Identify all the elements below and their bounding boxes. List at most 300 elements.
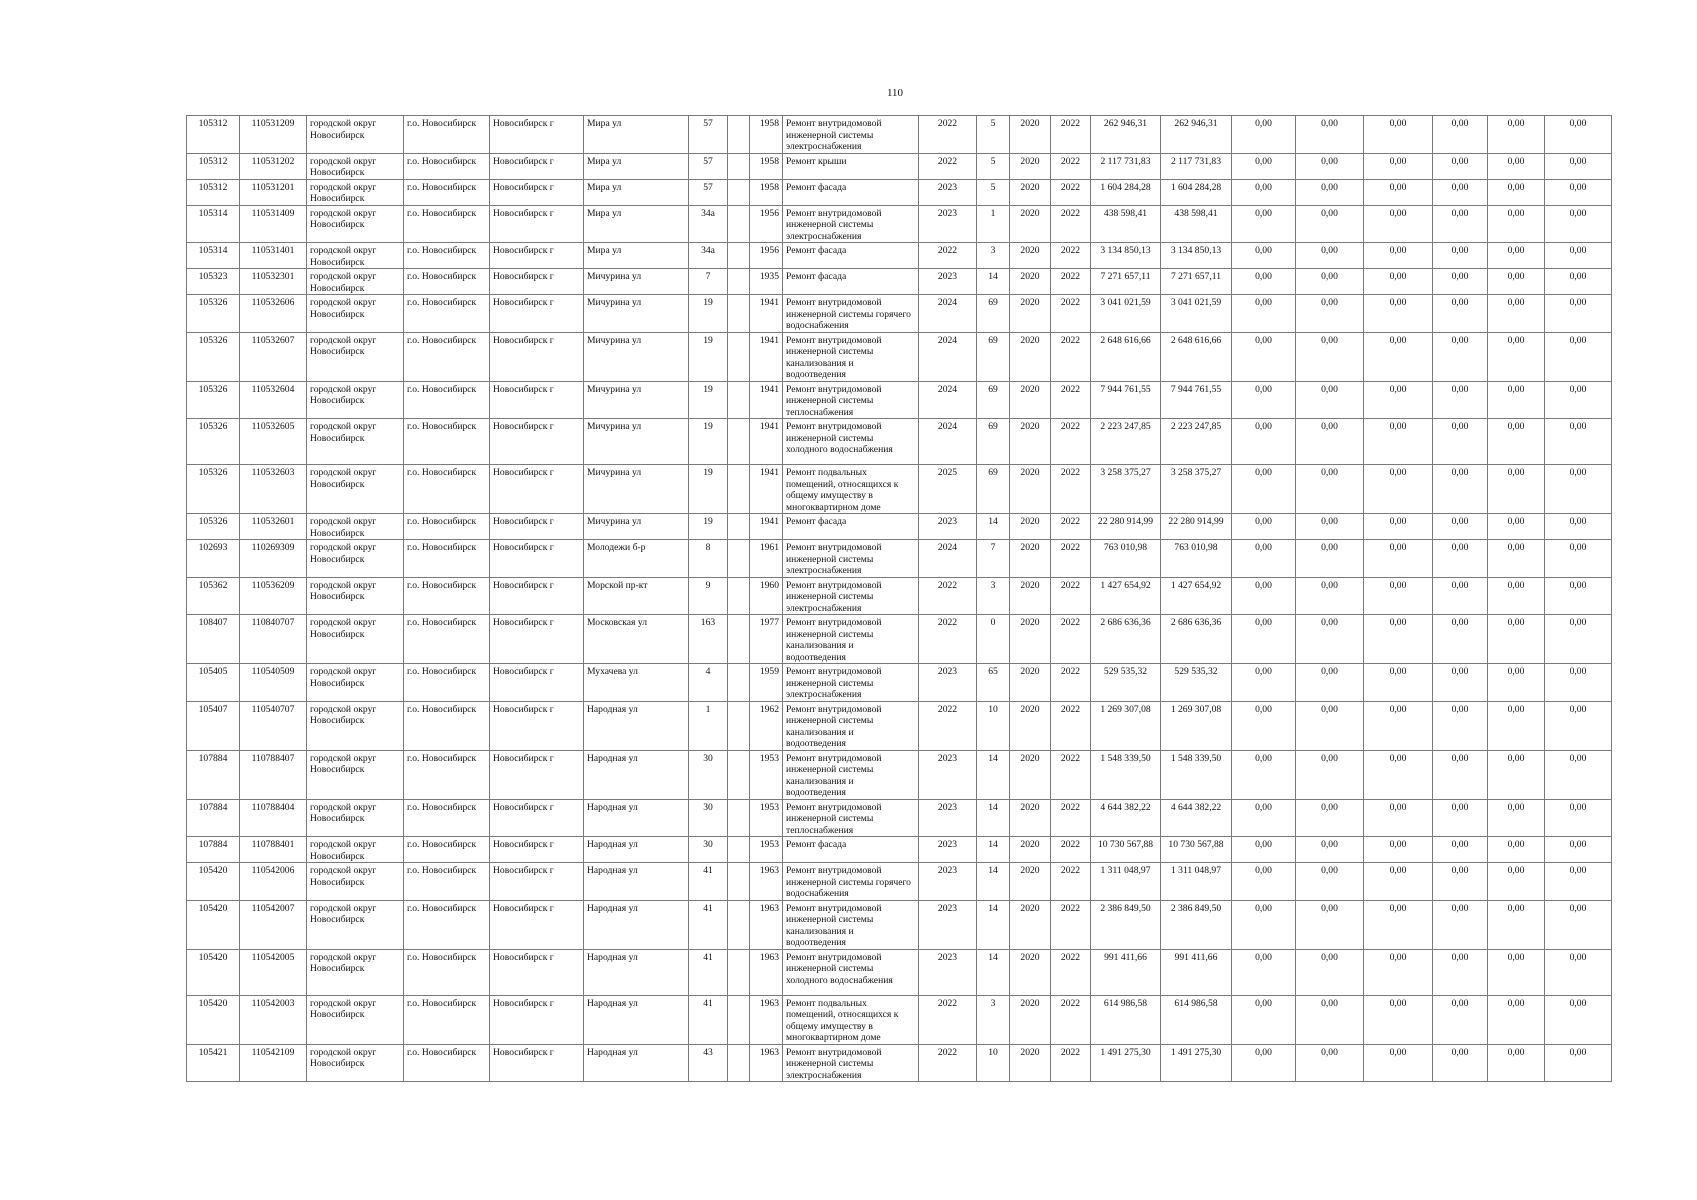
extra-cell [728,664,750,702]
plan-year-cell: 2024 [919,295,977,333]
work-type-cell: Ремонт внутридомовой инженерной системы теплоснабжения [783,799,919,837]
year-built-cell: 1941 [750,514,783,540]
year-from-cell: 2020 [1010,269,1051,295]
amount-4-cell: 0,00 [1433,332,1488,381]
amount-4-cell: 0,00 [1433,116,1488,154]
amount-6-cell: 0,00 [1545,615,1612,664]
cost-fund-cell: 991 411,66 [1161,949,1232,995]
work-code-cell: 110532604 [240,381,307,419]
house-id-cell: 105407 [187,701,240,750]
work-code-cell: 110531401 [240,243,307,269]
year-built-cell: 1958 [750,153,783,179]
amount-2-cell: 0,00 [1296,863,1364,901]
house-id-cell: 105420 [187,995,240,1044]
amount-6-cell: 0,00 [1545,1044,1612,1082]
count-cell: 69 [977,332,1010,381]
work-type-cell: Ремонт внутридомовой инженерной системы электроснабжения [783,205,919,243]
amount-5-cell: 0,00 [1488,863,1545,901]
municipality-cell: городской округ Новосибирск [307,332,404,381]
year-built-cell: 1958 [750,116,783,154]
work-code-cell: 110532606 [240,295,307,333]
cost-fund-cell: 10 730 567,88 [1161,837,1232,863]
house-number-cell: 30 [689,799,728,837]
work-code-cell: 110542005 [240,949,307,995]
plan-year-cell: 2022 [919,116,977,154]
street-cell: Молодежи б-р [584,540,689,578]
district-cell: г.о. Новосибирск [404,269,490,295]
year-built-cell: 1960 [750,577,783,615]
municipality-cell: городской округ Новосибирск [307,419,404,465]
year-from-cell: 2020 [1010,332,1051,381]
work-type-cell: Ремонт подвальных помещений, относящихся к общему имуществу в многоквартирном доме [783,995,919,1044]
city-cell: Новосибирск г [490,701,584,750]
amount-2-cell: 0,00 [1296,615,1364,664]
cost-total-cell: 3 041 021,59 [1091,295,1161,333]
count-cell: 65 [977,664,1010,702]
amount-2-cell: 0,00 [1296,995,1364,1044]
year-built-cell: 1941 [750,295,783,333]
amount-5-cell: 0,00 [1488,837,1545,863]
cost-total-cell: 614 986,58 [1091,995,1161,1044]
street-cell: Мичурина ул [584,332,689,381]
amount-1-cell: 0,00 [1232,577,1296,615]
amount-4-cell: 0,00 [1433,295,1488,333]
amount-3-cell: 0,00 [1364,863,1433,901]
work-type-cell: Ремонт внутридомовой инженерной системы электроснабжения [783,116,919,154]
extra-cell [728,900,750,949]
work-code-cell: 110536209 [240,577,307,615]
work-code-cell: 110531202 [240,153,307,179]
street-cell: Мира ул [584,116,689,154]
work-code-cell: 110531409 [240,205,307,243]
table-row [187,465,1612,514]
work-type-cell: Ремонт фасада [783,269,919,295]
plan-year-cell: 2023 [919,750,977,799]
amount-5-cell: 0,00 [1488,153,1545,179]
city-cell: Новосибирск г [490,269,584,295]
work-type-cell: Ремонт внутридомовой инженерной системы канализования и водоотведения [783,701,919,750]
amount-1-cell: 0,00 [1232,540,1296,578]
amount-2-cell: 0,00 [1296,664,1364,702]
year-to-cell: 2022 [1051,837,1091,863]
street-cell: Морской пр-кт [584,577,689,615]
amount-6-cell: 0,00 [1545,269,1612,295]
extra-cell [728,205,750,243]
municipality-cell: городской округ Новосибирск [307,153,404,179]
table-row [187,540,1612,578]
street-cell: Народная ул [584,1044,689,1082]
amount-3-cell: 0,00 [1364,116,1433,154]
extra-cell [728,153,750,179]
cost-fund-cell: 614 986,58 [1161,995,1232,1044]
year-built-cell: 1953 [750,750,783,799]
amount-5-cell: 0,00 [1488,205,1545,243]
amount-3-cell: 0,00 [1364,295,1433,333]
repair-program-table [186,115,1612,1082]
amount-2-cell: 0,00 [1296,514,1364,540]
district-cell: г.о. Новосибирск [404,116,490,154]
amount-5-cell: 0,00 [1488,799,1545,837]
district-cell: г.о. Новосибирск [404,577,490,615]
amount-6-cell: 0,00 [1545,332,1612,381]
amount-1-cell: 0,00 [1232,419,1296,465]
district-cell: г.о. Новосибирск [404,179,490,205]
house-id-cell: 102693 [187,540,240,578]
year-from-cell: 2020 [1010,1044,1051,1082]
year-to-cell: 2022 [1051,381,1091,419]
amount-6-cell: 0,00 [1545,750,1612,799]
city-cell: Новосибирск г [490,295,584,333]
amount-1-cell: 0,00 [1232,205,1296,243]
work-code-cell: 110540707 [240,701,307,750]
house-number-cell: 19 [689,419,728,465]
year-from-cell: 2020 [1010,419,1051,465]
district-cell: г.о. Новосибирск [404,799,490,837]
year-from-cell: 2020 [1010,116,1051,154]
cost-fund-cell: 2 223 247,85 [1161,419,1232,465]
plan-year-cell: 2024 [919,419,977,465]
house-id-cell: 105326 [187,381,240,419]
plan-year-cell: 2023 [919,799,977,837]
plan-year-cell: 2025 [919,465,977,514]
year-from-cell: 2020 [1010,153,1051,179]
year-from-cell: 2020 [1010,465,1051,514]
amount-1-cell: 0,00 [1232,701,1296,750]
amount-5-cell: 0,00 [1488,540,1545,578]
cost-fund-cell: 22 280 914,99 [1161,514,1232,540]
work-code-cell: 110540509 [240,664,307,702]
municipality-cell: городской округ Новосибирск [307,295,404,333]
amount-6-cell: 0,00 [1545,116,1612,154]
street-cell: Народная ул [584,799,689,837]
extra-cell [728,116,750,154]
count-cell: 14 [977,949,1010,995]
amount-6-cell: 0,00 [1545,465,1612,514]
municipality-cell: городской округ Новосибирск [307,514,404,540]
extra-cell [728,863,750,901]
year-built-cell: 1963 [750,1044,783,1082]
house-number-cell: 41 [689,900,728,949]
table-row [187,995,1612,1044]
cost-total-cell: 2 686 636,36 [1091,615,1161,664]
municipality-cell: городской округ Новосибирск [307,269,404,295]
count-cell: 14 [977,900,1010,949]
year-from-cell: 2020 [1010,295,1051,333]
count-cell: 14 [977,514,1010,540]
street-cell: Московская ул [584,615,689,664]
street-cell: Народная ул [584,900,689,949]
table-row [187,577,1612,615]
work-type-cell: Ремонт внутридомовой инженерной системы горячего водоснабжения [783,863,919,901]
year-from-cell: 2020 [1010,381,1051,419]
extra-cell [728,615,750,664]
extra-cell [728,577,750,615]
amount-3-cell: 0,00 [1364,837,1433,863]
count-cell: 69 [977,419,1010,465]
cost-fund-cell: 3 258 375,27 [1161,465,1232,514]
amount-3-cell: 0,00 [1364,949,1433,995]
year-to-cell: 2022 [1051,949,1091,995]
amount-6-cell: 0,00 [1545,900,1612,949]
district-cell: г.о. Новосибирск [404,332,490,381]
amount-1-cell: 0,00 [1232,116,1296,154]
amount-5-cell: 0,00 [1488,419,1545,465]
table-row [187,295,1612,333]
work-type-cell: Ремонт внутридомовой инженерной системы электроснабжения [783,540,919,578]
district-cell: г.о. Новосибирск [404,837,490,863]
year-from-cell: 2020 [1010,615,1051,664]
amount-3-cell: 0,00 [1364,664,1433,702]
city-cell: Новосибирск г [490,243,584,269]
amount-2-cell: 0,00 [1296,540,1364,578]
cost-fund-cell: 763 010,98 [1161,540,1232,578]
work-type-cell: Ремонт фасада [783,179,919,205]
cost-fund-cell: 1 548 339,50 [1161,750,1232,799]
cost-total-cell: 1 548 339,50 [1091,750,1161,799]
amount-5-cell: 0,00 [1488,381,1545,419]
municipality-cell: городской округ Новосибирск [307,837,404,863]
amount-5-cell: 0,00 [1488,750,1545,799]
count-cell: 14 [977,750,1010,799]
amount-4-cell: 0,00 [1433,465,1488,514]
plan-year-cell: 2023 [919,900,977,949]
house-id-cell: 105420 [187,900,240,949]
amount-3-cell: 0,00 [1364,615,1433,664]
street-cell: Мичурина ул [584,514,689,540]
count-cell: 0 [977,615,1010,664]
count-cell: 14 [977,837,1010,863]
year-built-cell: 1959 [750,664,783,702]
district-cell: г.о. Новосибирск [404,243,490,269]
plan-year-cell: 2022 [919,243,977,269]
house-number-cell: 43 [689,1044,728,1082]
cost-total-cell: 262 946,31 [1091,116,1161,154]
amount-1-cell: 0,00 [1232,269,1296,295]
municipality-cell: городской округ Новосибирск [307,701,404,750]
street-cell: Народная ул [584,701,689,750]
count-cell: 5 [977,179,1010,205]
cost-fund-cell: 2 686 636,36 [1161,615,1232,664]
amount-2-cell: 0,00 [1296,295,1364,333]
year-to-cell: 2022 [1051,116,1091,154]
year-to-cell: 2022 [1051,243,1091,269]
amount-2-cell: 0,00 [1296,799,1364,837]
amount-1-cell: 0,00 [1232,295,1296,333]
work-type-cell: Ремонт фасада [783,837,919,863]
table-row [187,243,1612,269]
extra-cell [728,995,750,1044]
cost-fund-cell: 4 644 382,22 [1161,799,1232,837]
city-cell: Новосибирск г [490,419,584,465]
year-built-cell: 1963 [750,995,783,1044]
amount-1-cell: 0,00 [1232,381,1296,419]
work-type-cell: Ремонт фасада [783,514,919,540]
amount-5-cell: 0,00 [1488,615,1545,664]
house-id-cell: 105420 [187,863,240,901]
district-cell: г.о. Новосибирск [404,295,490,333]
year-to-cell: 2022 [1051,269,1091,295]
cost-fund-cell: 3 041 021,59 [1161,295,1232,333]
amount-4-cell: 0,00 [1433,863,1488,901]
cost-fund-cell: 7 271 657,11 [1161,269,1232,295]
amount-6-cell: 0,00 [1545,664,1612,702]
house-number-cell: 41 [689,995,728,1044]
district-cell: г.о. Новосибирск [404,419,490,465]
plan-year-cell: 2022 [919,577,977,615]
amount-2-cell: 0,00 [1296,116,1364,154]
house-id-cell: 105362 [187,577,240,615]
amount-3-cell: 0,00 [1364,205,1433,243]
city-cell: Новосибирск г [490,116,584,154]
amount-6-cell: 0,00 [1545,153,1612,179]
street-cell: Мичурина ул [584,381,689,419]
amount-4-cell: 0,00 [1433,205,1488,243]
house-id-cell: 105326 [187,465,240,514]
year-from-cell: 2020 [1010,863,1051,901]
count-cell: 10 [977,1044,1010,1082]
amount-5-cell: 0,00 [1488,332,1545,381]
table-row [187,615,1612,664]
cost-total-cell: 22 280 914,99 [1091,514,1161,540]
amount-5-cell: 0,00 [1488,664,1545,702]
amount-1-cell: 0,00 [1232,332,1296,381]
city-cell: Новосибирск г [490,332,584,381]
cost-total-cell: 2 386 849,50 [1091,900,1161,949]
amount-3-cell: 0,00 [1364,900,1433,949]
plan-year-cell: 2023 [919,179,977,205]
street-cell: Народная ул [584,750,689,799]
house-id-cell: 105314 [187,243,240,269]
count-cell: 1 [977,205,1010,243]
house-number-cell: 57 [689,153,728,179]
amount-6-cell: 0,00 [1545,514,1612,540]
plan-year-cell: 2023 [919,863,977,901]
house-id-cell: 105405 [187,664,240,702]
work-type-cell: Ремонт внутридомовой инженерной системы горячего водоснабжения [783,295,919,333]
street-cell: Народная ул [584,837,689,863]
house-number-cell: 19 [689,465,728,514]
extra-cell [728,837,750,863]
amount-6-cell: 0,00 [1545,243,1612,269]
city-cell: Новосибирск г [490,514,584,540]
year-built-cell: 1941 [750,381,783,419]
district-cell: г.о. Новосибирск [404,664,490,702]
city-cell: Новосибирск г [490,540,584,578]
cost-total-cell: 2 117 731,83 [1091,153,1161,179]
year-from-cell: 2020 [1010,900,1051,949]
work-type-cell: Ремонт внутридомовой инженерной системы канализования и водоотведения [783,750,919,799]
municipality-cell: городской округ Новосибирск [307,381,404,419]
amount-6-cell: 0,00 [1545,540,1612,578]
district-cell: г.о. Новосибирск [404,750,490,799]
count-cell: 3 [977,577,1010,615]
plan-year-cell: 2022 [919,995,977,1044]
plan-year-cell: 2024 [919,332,977,381]
house-id-cell: 105420 [187,949,240,995]
cost-total-cell: 3 258 375,27 [1091,465,1161,514]
amount-6-cell: 0,00 [1545,837,1612,863]
amount-4-cell: 0,00 [1433,381,1488,419]
year-to-cell: 2022 [1051,332,1091,381]
amount-6-cell: 0,00 [1545,205,1612,243]
amount-4-cell: 0,00 [1433,949,1488,995]
year-built-cell: 1958 [750,179,783,205]
table-row [187,269,1612,295]
count-cell: 5 [977,153,1010,179]
amount-6-cell: 0,00 [1545,179,1612,205]
amount-5-cell: 0,00 [1488,269,1545,295]
amount-1-cell: 0,00 [1232,179,1296,205]
table-row [187,1044,1612,1082]
amount-5-cell: 0,00 [1488,577,1545,615]
amount-4-cell: 0,00 [1433,269,1488,295]
extra-cell [728,540,750,578]
amount-5-cell: 0,00 [1488,116,1545,154]
house-number-cell: 30 [689,837,728,863]
house-number-cell: 30 [689,750,728,799]
cost-fund-cell: 7 944 761,55 [1161,381,1232,419]
amount-3-cell: 0,00 [1364,153,1433,179]
amount-3-cell: 0,00 [1364,332,1433,381]
year-built-cell: 1963 [750,900,783,949]
amount-5-cell: 0,00 [1488,995,1545,1044]
work-type-cell: Ремонт внутридомовой инженерной системы электроснабжения [783,664,919,702]
municipality-cell: городской округ Новосибирск [307,540,404,578]
house-number-cell: 19 [689,514,728,540]
plan-year-cell: 2023 [919,514,977,540]
table-row [187,205,1612,243]
municipality-cell: городской округ Новосибирск [307,243,404,269]
house-number-cell: 41 [689,949,728,995]
district-cell: г.о. Новосибирск [404,465,490,514]
work-code-cell: 110531201 [240,179,307,205]
municipality-cell: городской округ Новосибирск [307,799,404,837]
year-to-cell: 2022 [1051,615,1091,664]
house-id-cell: 107884 [187,837,240,863]
amount-2-cell: 0,00 [1296,949,1364,995]
amount-1-cell: 0,00 [1232,465,1296,514]
extra-cell [728,514,750,540]
repair-program-sheet [186,115,1611,1082]
district-cell: г.о. Новосибирск [404,701,490,750]
work-type-cell: Ремонт внутридомовой инженерной системы теплоснабжения [783,381,919,419]
extra-cell [728,179,750,205]
plan-year-cell: 2022 [919,615,977,664]
plan-year-cell: 2024 [919,540,977,578]
amount-2-cell: 0,00 [1296,419,1364,465]
city-cell: Новосибирск г [490,205,584,243]
cost-fund-cell: 1 427 654,92 [1161,577,1232,615]
table-row [187,750,1612,799]
district-cell: г.о. Новосибирск [404,205,490,243]
amount-2-cell: 0,00 [1296,701,1364,750]
city-cell: Новосибирск г [490,900,584,949]
year-from-cell: 2020 [1010,995,1051,1044]
municipality-cell: городской округ Новосибирск [307,615,404,664]
year-from-cell: 2020 [1010,701,1051,750]
cost-total-cell: 1 491 275,30 [1091,1044,1161,1082]
year-built-cell: 1961 [750,540,783,578]
amount-1-cell: 0,00 [1232,799,1296,837]
cost-total-cell: 1 311 048,97 [1091,863,1161,901]
year-from-cell: 2020 [1010,799,1051,837]
cost-total-cell: 529 535,32 [1091,664,1161,702]
work-type-cell: Ремонт внутридомовой инженерной системы канализования и водоотведения [783,615,919,664]
cost-total-cell: 4 644 382,22 [1091,799,1161,837]
work-type-cell: Ремонт крыши [783,153,919,179]
work-code-cell: 110840707 [240,615,307,664]
street-cell: Народная ул [584,995,689,1044]
